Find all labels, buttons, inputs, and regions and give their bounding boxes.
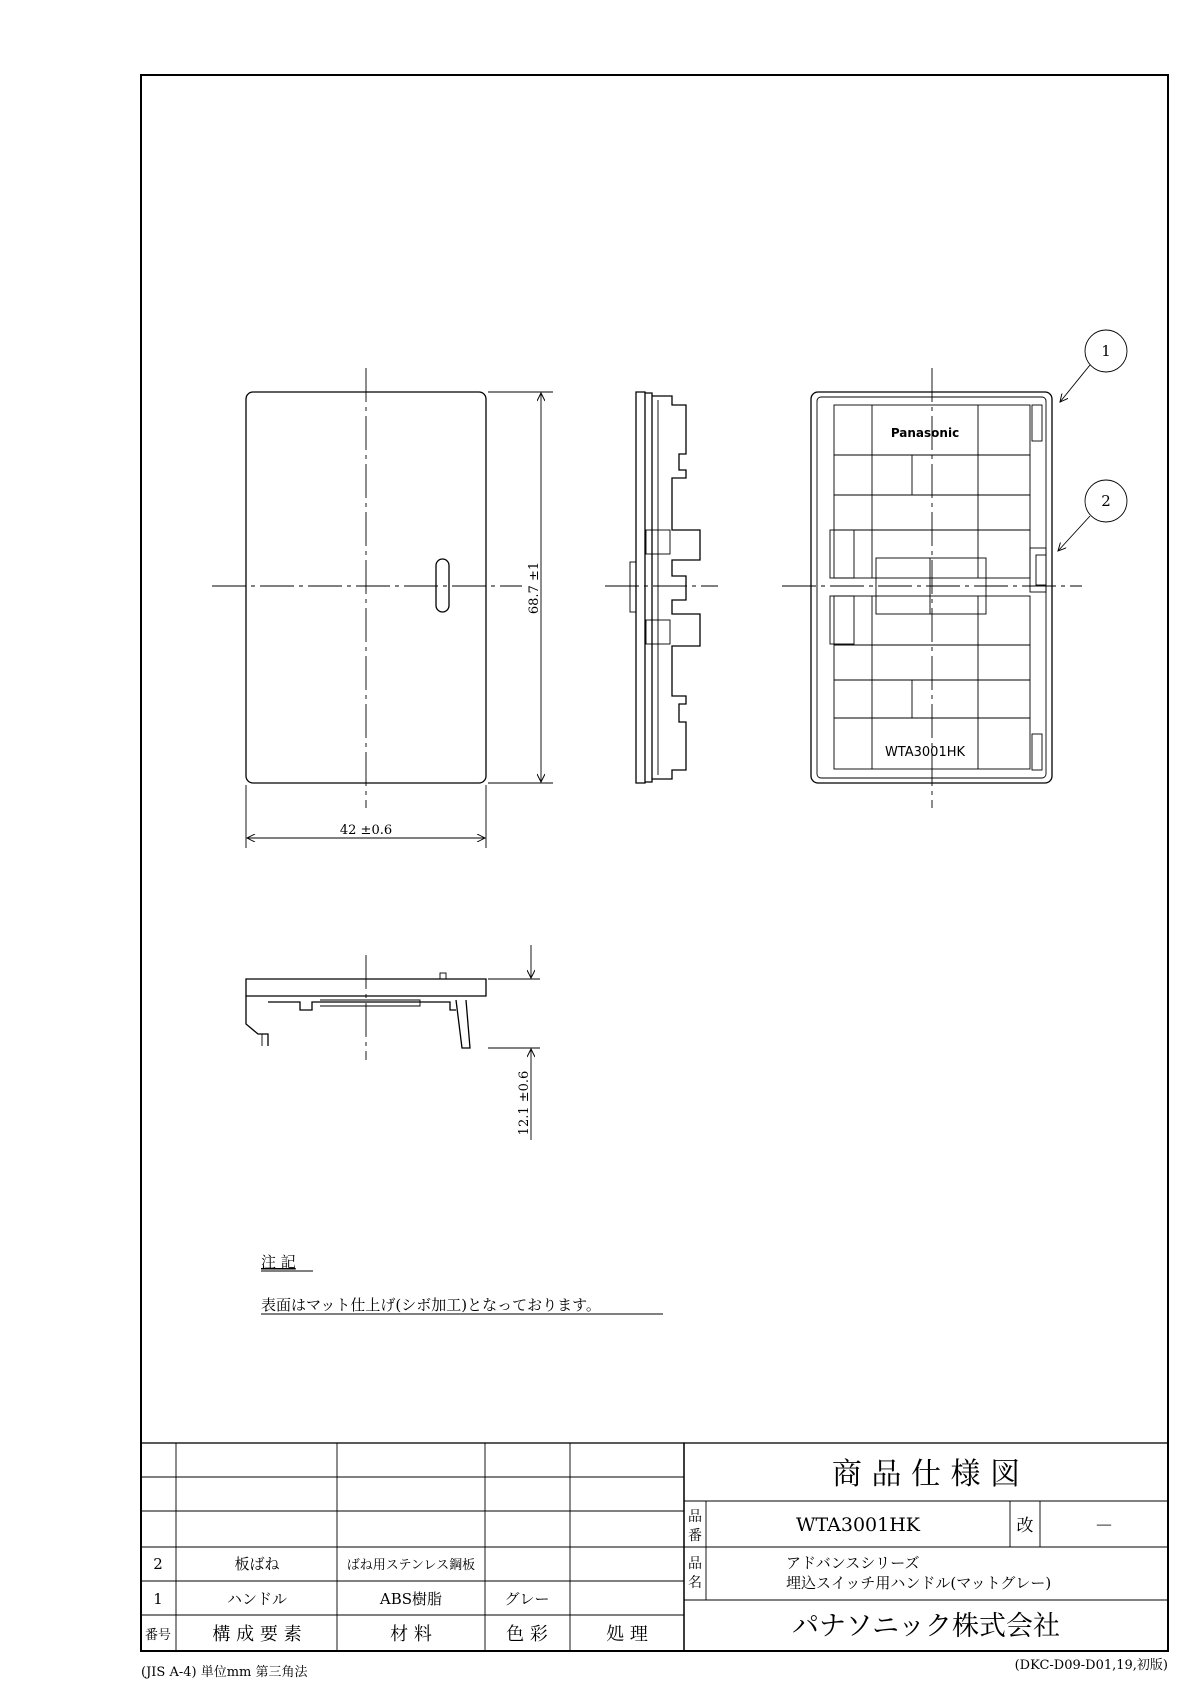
revision-value: －	[1094, 1515, 1114, 1537]
revision-label: 改	[1016, 1516, 1034, 1536]
parts-row-1-material: ABS樹脂	[379, 1590, 443, 1608]
company-name: パナソニック株式会社	[791, 1611, 1061, 1642]
footer-right: (DKC-D09-D01,19,初版)	[1014, 1658, 1168, 1673]
title-block	[684, 1443, 1168, 1651]
notes-text: 表面はマット仕上げ(シボ加工)となっております。	[261, 1296, 601, 1314]
parts-table	[141, 1443, 684, 1651]
front-view	[212, 368, 553, 848]
notes	[261, 1253, 663, 1314]
parts-row-1-component: ハンドル	[226, 1590, 288, 1608]
parts-header-finish: 処 理	[606, 1624, 648, 1645]
parts-header-material: 材 料	[390, 1624, 432, 1645]
parts-row-1-color: グレー	[504, 1590, 550, 1608]
front-width-dimension: 42 ±0.6	[339, 823, 393, 838]
back-logo-text: Panasonic	[890, 426, 960, 440]
front-view-slot	[436, 559, 449, 612]
callout-1-label: 1	[1101, 342, 1111, 360]
part-no-label-bottom: 番	[688, 1528, 702, 1544]
back-model-label: WTA3001HK	[884, 745, 966, 760]
bottom-view	[246, 945, 540, 1140]
product-name-line1: アドバンスシリーズ	[786, 1554, 920, 1572]
bottom-depth-dimension: 12.1 ±0.6	[517, 1070, 532, 1136]
part-no: WTA3001HK	[795, 1514, 921, 1536]
front-height-dimension: 68.7 ±1	[527, 561, 542, 615]
back-view	[782, 330, 1127, 808]
side-view	[605, 392, 718, 783]
callout-2-label: 2	[1101, 492, 1111, 510]
product-name-label-top: 品	[688, 1556, 702, 1572]
product-name-label-bottom: 名	[688, 1575, 702, 1591]
doc-title: 商 品 仕 様 図	[831, 1457, 1021, 1492]
part-no-label-top: 品	[688, 1509, 702, 1525]
parts-row-1-no: 1	[153, 1590, 163, 1608]
notes-heading: 注 記	[261, 1253, 296, 1271]
parts-row-2-material: ばね用ステンレス鋼板	[346, 1558, 476, 1573]
parts-header-component: 構 成 要 素	[212, 1624, 302, 1645]
product-name-line2: 埋込スイッチ用ハンドル(マットグレー)	[786, 1574, 1052, 1592]
parts-row-2-component: 板ばね	[234, 1555, 280, 1573]
back-view-outline	[811, 392, 1052, 783]
parts-row-2-no: 2	[153, 1555, 163, 1573]
drawing-border	[141, 75, 1168, 1651]
footer-left: (JIS A-4) 単位mm 第三角法	[141, 1665, 308, 1680]
parts-header-no: 番号	[144, 1628, 172, 1643]
parts-header-color: 色 彩	[506, 1624, 548, 1645]
